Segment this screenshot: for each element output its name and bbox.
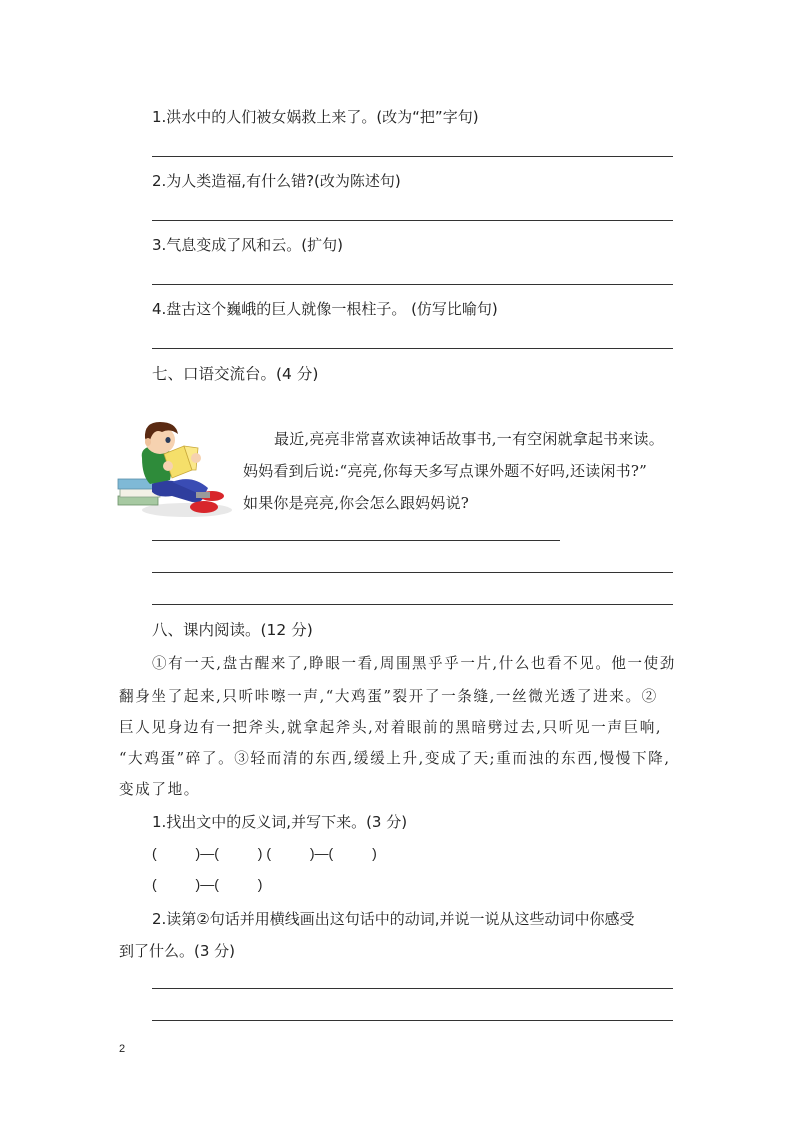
answer-line[interactable]	[152, 348, 673, 349]
answer-line[interactable]	[152, 156, 673, 157]
passage-line-1: ①有一天,盘古醒来了,睁眼一看,周围黑乎乎一片,什么也看不见。他一使劲	[152, 655, 676, 672]
answer-line[interactable]	[152, 572, 673, 573]
boy-reading-book-icon	[112, 418, 234, 520]
question-2: 2.为人类造福,有什么错?(改为陈述句)	[152, 172, 401, 190]
answer-line[interactable]	[152, 540, 560, 541]
passage-line-2: 翻身坐了起来,只听咔嚓一声,“大鸡蛋”裂开了一条缝,一丝微光透了进来。②	[119, 688, 658, 705]
antonym-blanks-row-2[interactable]: ( )—( )	[152, 876, 263, 892]
antonym-blanks-row-1[interactable]: ( )—( ) ( )—( )	[152, 845, 377, 861]
question-1: 1.洪水中的人们被女娲救上来了。(改为“把”字句)	[152, 108, 479, 126]
answer-line[interactable]	[152, 988, 673, 989]
question-3: 3.气息变成了风和云。(扩句)	[152, 236, 344, 254]
answer-line[interactable]	[152, 1020, 673, 1021]
passage-line-4: “大鸡蛋”碎了。③轻而清的东西,缓缓上升,变成了天;重而浊的东西,慢慢下降,	[119, 750, 671, 767]
answer-line[interactable]	[152, 604, 673, 605]
section-8-title: 八、课内阅读。(12 分)	[152, 621, 313, 639]
section-7-title: 七、口语交流台。(4 分)	[152, 365, 319, 383]
passage-line-5: 变成了地。	[119, 781, 200, 798]
answer-line[interactable]	[152, 284, 673, 285]
passage-line-3: 巨人见身边有一把斧头,就拿起斧头,对着眼前的黑暗劈过去,只听见一声巨响,	[119, 719, 663, 736]
reading-question-2-line-2: 到了什么。(3 分)	[119, 942, 236, 960]
reading-question-1: 1.找出文中的反义词,并写下来。(3 分)	[152, 813, 408, 831]
answer-line[interactable]	[152, 220, 673, 221]
page-number: 2	[119, 1043, 126, 1055]
question-4: 4.盘古这个巍峨的巨人就像一根柱子。 (仿写比喻句)	[152, 300, 498, 318]
dialogue-line-1: 最近,亮亮非常喜欢读神话故事书,一有空闲就拿起书来读。	[274, 430, 664, 448]
dialogue-line-2: 妈妈看到后说:“亮亮,你每天多写点课外题不好吗,还读闲书?”	[243, 462, 647, 480]
dialogue-line-3: 如果你是亮亮,你会怎么跟妈妈说?	[243, 494, 470, 512]
reading-question-2-line-1: 2.读第②句话并用横线画出这句话中的动词,并说一说从这些动词中你感受	[152, 910, 635, 928]
